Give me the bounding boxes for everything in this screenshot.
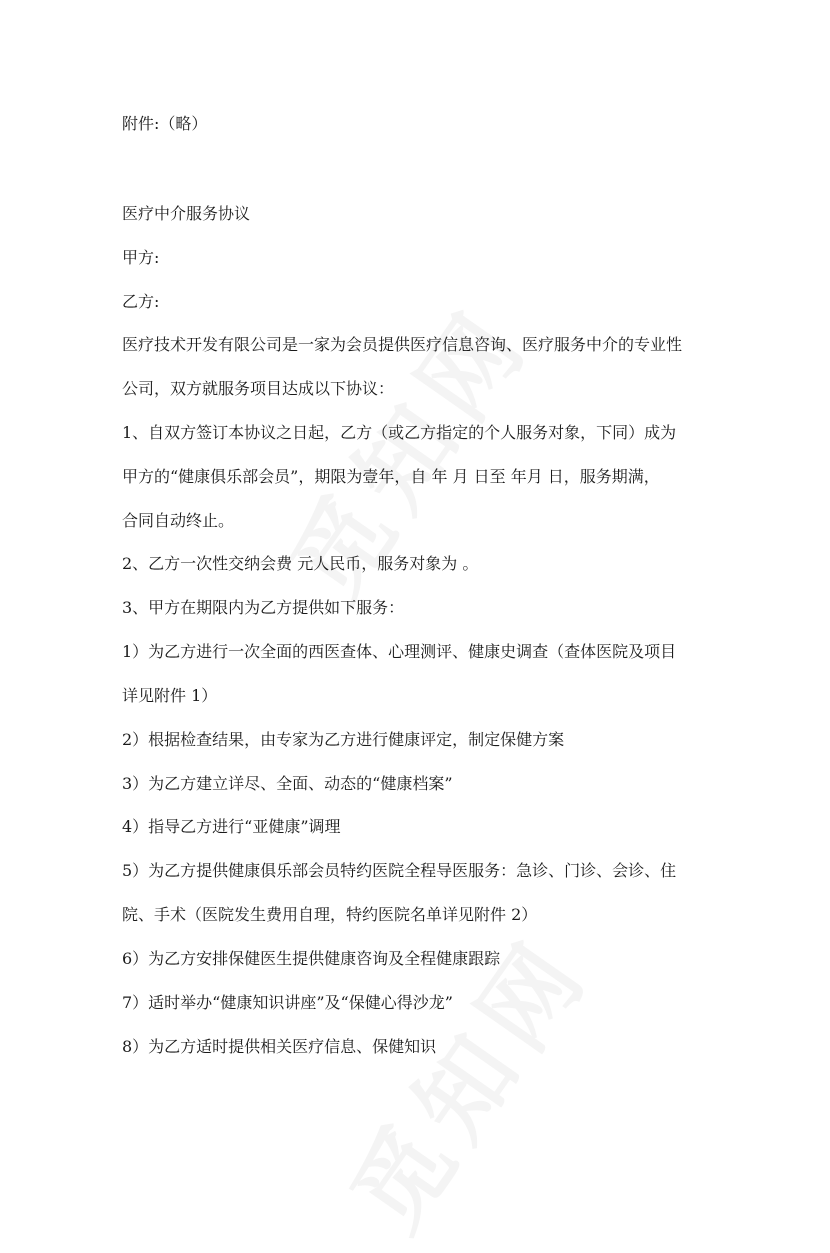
- service-5-line-1: 5）为乙方提供健康俱乐部会员特约医院全程导医服务：急诊、门诊、会诊、住: [122, 861, 677, 880]
- clause-2: 2、乙方一次性交纳会费 元人民币，服务对象为 。: [122, 554, 479, 573]
- clause-1-line-1: 1、自双方签订本协议之日起，乙方（或乙方指定的个人服务对象，下同）成为: [122, 423, 677, 442]
- clause-1-line-2: 甲方的“健康俱乐部会员”，期限为壹年，自 年 月 日至 年月 日，服务期满，: [122, 467, 660, 486]
- service-7: 7）适时举办“健康知识讲座”及“保健心得沙龙”: [122, 993, 453, 1012]
- attachment-line: 附件:（略）: [122, 114, 208, 133]
- service-5-line-2: 院、手术（医院发生费用自理，特约医院名单详见附件 2）: [122, 905, 538, 924]
- service-4: 4）指导乙方进行“亚健康”调理: [122, 817, 341, 836]
- clause-3: 3、甲方在期限内为乙方提供如下服务：: [122, 598, 405, 617]
- party-b-label: 乙方:: [122, 292, 160, 311]
- service-3: 3）为乙方建立详尽、全面、动态的“健康档案”: [122, 774, 453, 793]
- service-8: 8）为乙方适时提供相关医疗信息、保健知识: [122, 1037, 437, 1056]
- service-2: 2）根据检查结果，由专家为乙方进行健康评定，制定保健方案: [122, 730, 565, 749]
- clause-1-line-3: 合同自动终止。: [122, 511, 235, 530]
- service-6: 6）为乙方安排保健医生提供健康咨询及全程健康跟踪: [122, 949, 501, 968]
- party-a-label: 甲方:: [122, 248, 160, 267]
- service-1-line-2: 详见附件 1）: [122, 686, 218, 705]
- intro-line-2: 公司，双方就服务项目达成以下协议：: [122, 379, 395, 398]
- document-title: 医疗中介服务协议: [122, 204, 251, 223]
- intro-line-1: 医疗技术开发有限公司是一家为会员提供医疗信息咨询、医疗服务中介的专业性: [122, 335, 683, 354]
- service-1-line-1: 1）为乙方进行一次全面的西医查体、心理测评、健康史调查（查体医院及项目: [122, 642, 677, 661]
